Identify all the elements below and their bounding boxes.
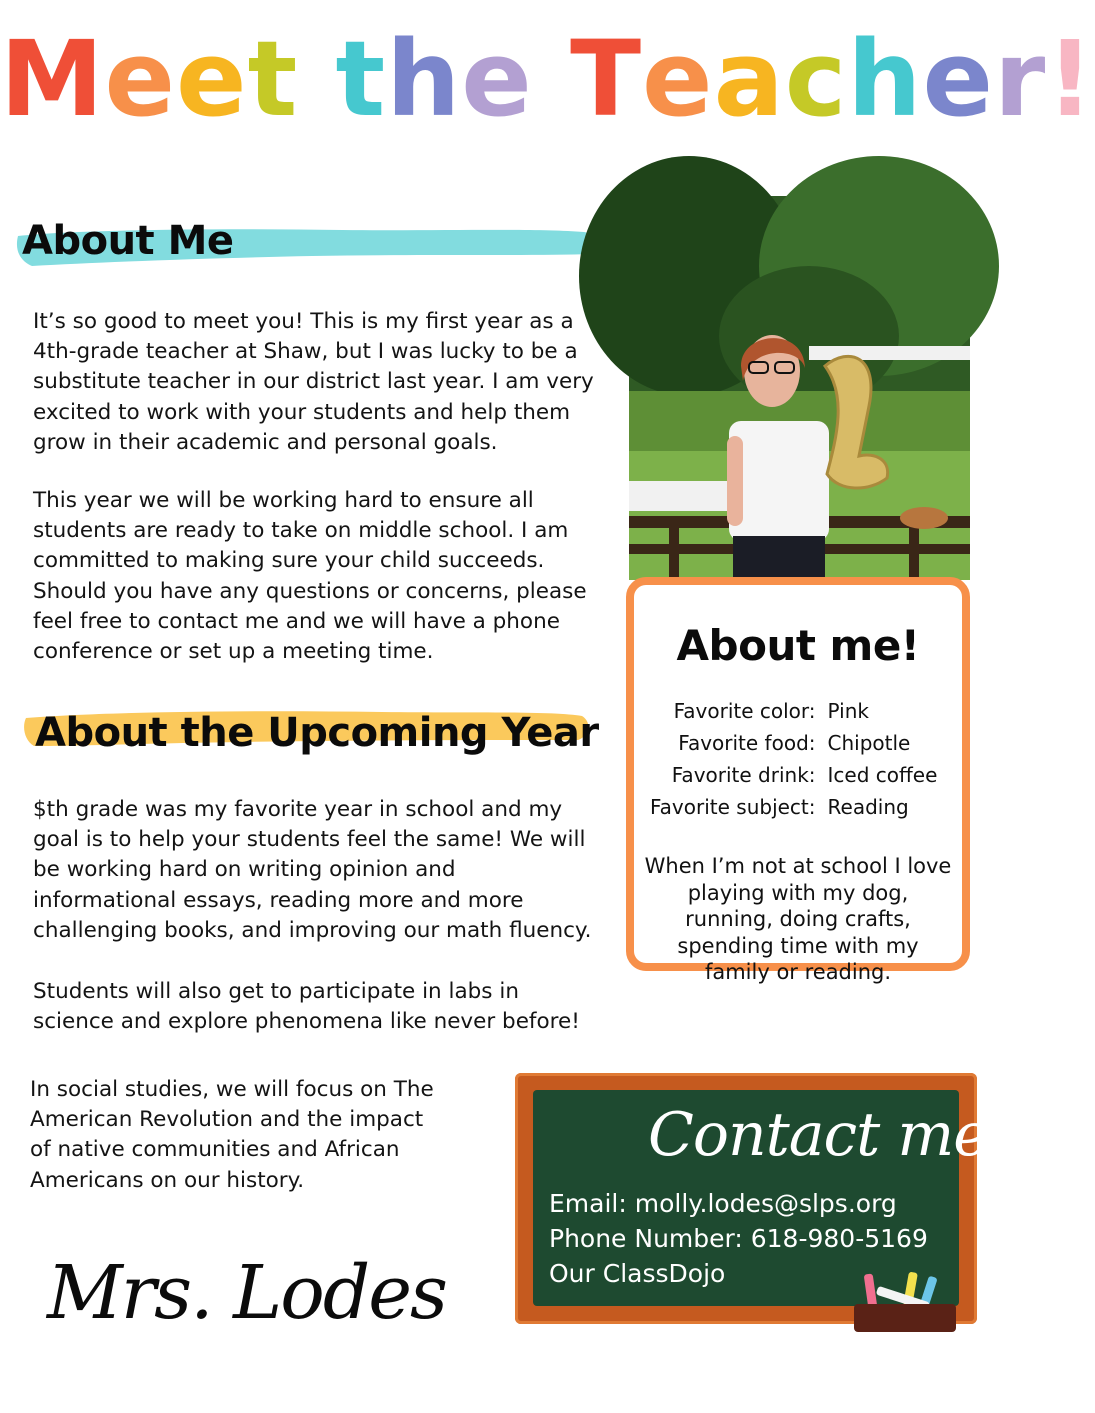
- title-word-the: [335, 18, 533, 140]
- favorite-label: Favorite food:: [678, 731, 816, 755]
- favorite-row: [650, 791, 937, 823]
- about-card-title: About me!: [676, 621, 920, 670]
- title-letter: a: [713, 18, 785, 140]
- contact-classdojo-link[interactable]: Our ClassDojo: [549, 1259, 726, 1288]
- about-me-paragraph-1: It’s so good to meet you! This is my first year as a 4th-grade teacher at Shaw, but I was lucky to be a substitute teacher in our district last year. I am very excited to work with your students and help them grow in their academic and personal goals.: [33, 309, 594, 455]
- title-letter: e: [461, 18, 533, 140]
- contact-title: Contact me!: [648, 1100, 1011, 1170]
- about-me-heading: About Me: [22, 218, 234, 264]
- title-letter: e: [922, 18, 994, 140]
- title-letter: c: [784, 18, 848, 140]
- favorite-label: Favorite subject:: [650, 795, 816, 819]
- upcoming-year-paragraph-1: $th grade was my favorite year in school and my goal is to help your students feel the same! We will be working hard on writing opinion and informational essays, reading more and more challenging books, and improving our math fluency.: [33, 797, 592, 943]
- page-title: [0, 18, 1095, 140]
- title-letter: t: [247, 18, 299, 140]
- upcoming-year-paragraph-2: Students will also get to participate in labs in science and explore phenomena like never before!: [33, 979, 580, 1035]
- favorite-row: [650, 759, 937, 791]
- contact-email[interactable]: Email: molly.lodes@slps.org: [549, 1189, 897, 1218]
- upcoming-year-paragraph-3: In social studies, we will focus on The American Revolution and the impact of native communities and African Americans on our history.: [30, 1077, 434, 1193]
- hobbies-text: When I’m not at school I love playing with my dog, running, doing crafts, spending time with my family or reading.: [644, 854, 952, 984]
- title-letter: h: [847, 18, 923, 140]
- contact-phone[interactable]: Phone Number: 618-980-5169: [549, 1224, 928, 1253]
- title-letter: M: [0, 18, 105, 140]
- about-me-paragraph-2: This year we will be working hard to ensure all students are ready to take on middle school. I am committed to making sure your child succeeds. Should you have any questions or concerns, please feel free to contact me and we will have a phone conference or set up a meeting time.: [33, 488, 587, 665]
- title-letter: h: [386, 18, 462, 140]
- favorite-value: Chipotle: [827, 731, 911, 755]
- favorite-value: Reading: [827, 795, 909, 819]
- favorite-label: Favorite color:: [673, 699, 816, 723]
- favorites-table: [650, 695, 937, 823]
- title-letter: !: [1046, 18, 1095, 140]
- title-letter: t: [335, 18, 387, 140]
- title-letter: r: [994, 18, 1047, 140]
- title-word-teacher: [570, 18, 1095, 140]
- title-letter: e: [642, 18, 714, 140]
- title-letter: e: [104, 18, 177, 140]
- favorite-row: [650, 727, 937, 759]
- chalk-tray-icon: [852, 1268, 958, 1334]
- title-letter: T: [570, 18, 643, 140]
- signature: Mrs. Lodes: [47, 1250, 446, 1336]
- title-letter: e: [176, 18, 248, 140]
- favorite-label: Favorite drink:: [671, 763, 816, 787]
- about-me-card: [626, 577, 970, 984]
- upcoming-year-heading: About the Upcoming Year: [35, 710, 599, 756]
- teacher-photo-icon: [629, 196, 970, 580]
- favorite-value: Iced coffee: [827, 763, 938, 787]
- favorite-value: Pink: [827, 699, 869, 723]
- favorite-row: [650, 695, 937, 727]
- title-word-meet: [0, 18, 299, 140]
